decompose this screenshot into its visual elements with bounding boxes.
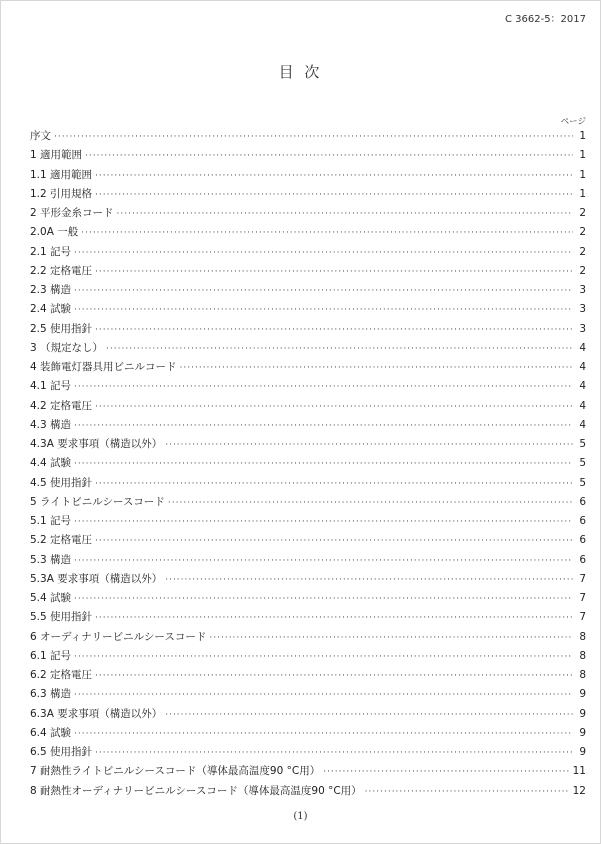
toc-entry-page: 3 (579, 284, 586, 296)
dot-leader (95, 402, 573, 412)
toc-entry-label: 2 平形金糸コード (30, 207, 114, 219)
toc-entry[interactable] (30, 667, 586, 686)
toc-entry-label: 8 耐熱性オーディナリービニルシースコード（導体最高温度90 °C用） (30, 784, 362, 797)
dot-leader (168, 498, 573, 508)
toc-entry[interactable] (30, 725, 586, 744)
toc-entry-label: 1 適用範囲 (30, 149, 83, 162)
dot-leader (74, 517, 573, 527)
dot-leader (365, 787, 570, 797)
toc-entry-label: 2.5 使用指針 (30, 322, 93, 335)
toc-entry[interactable] (30, 321, 586, 340)
dot-leader (95, 671, 573, 681)
dot-leader (323, 767, 569, 777)
toc-entry-page: 9 (579, 746, 586, 758)
toc-entry[interactable] (30, 571, 586, 590)
toc-entry-page: 9 (579, 726, 586, 739)
toc-entry-label: 2.1 記号 (30, 245, 72, 258)
toc-entry[interactable] (30, 417, 586, 436)
toc-entry-page: 9 (579, 707, 586, 720)
toc-entry-label: 5.5 使用指針 (30, 611, 93, 624)
toc-entry-label: 6.3 構造 (30, 688, 72, 701)
toc-entry-page: 7 (579, 611, 586, 624)
toc-entry-label: 4.1 記号 (30, 380, 72, 393)
toc-entry[interactable] (30, 147, 586, 166)
dot-leader (81, 228, 573, 238)
dot-leader (74, 421, 573, 431)
toc-entry-page: 5 (579, 438, 586, 450)
toc-entry-label: 5.3 構造 (30, 553, 72, 566)
dot-leader (74, 556, 573, 566)
toc-entry-page: 6 (579, 515, 586, 527)
toc-entry[interactable] (30, 763, 586, 782)
toc-entry[interactable] (30, 205, 586, 224)
toc-entry[interactable] (30, 128, 586, 147)
toc-entry[interactable] (30, 648, 586, 667)
toc-entry[interactable] (30, 706, 586, 725)
toc-entry-label: 5.1 記号 (30, 515, 72, 527)
toc-entry[interactable] (30, 532, 586, 551)
toc-entry-page: 6 (579, 553, 586, 566)
toc-entry-label: 4.5 使用指針 (30, 476, 93, 489)
toc-entry[interactable] (30, 340, 586, 359)
toc-entry-label: 5.2 定格電圧 (30, 534, 93, 547)
toc-entry-label: 2.4 試験 (30, 303, 72, 316)
dot-leader (117, 209, 573, 219)
toc-entry-page: 8 (579, 649, 586, 662)
toc-entry[interactable] (30, 513, 586, 532)
dot-leader (95, 613, 573, 623)
toc-entry-page: 9 (579, 688, 586, 701)
page-column-label: ページ (560, 117, 586, 127)
dot-leader (106, 344, 573, 354)
toc-entry-page: 3 (579, 303, 586, 316)
toc-entry[interactable] (30, 224, 586, 243)
toc-entry-page: 8 (579, 669, 586, 681)
toc-entry[interactable] (30, 301, 586, 320)
toc-entry-label: 4.3 構造 (30, 418, 72, 431)
toc-entry[interactable] (30, 609, 586, 628)
dot-leader (85, 151, 573, 161)
toc-entry-label: 3 （規定なし） (30, 341, 104, 354)
toc-entry[interactable] (30, 378, 586, 397)
dot-leader (74, 305, 573, 315)
toc-entry-label: 4 装飾電灯器具用ビニルコード (30, 361, 177, 373)
dot-leader (95, 190, 573, 200)
toc-entry[interactable] (30, 398, 586, 417)
toc-entry[interactable] (30, 783, 586, 802)
toc-entry-label: 1.1 適用範囲 (30, 168, 93, 181)
dot-leader (95, 748, 573, 758)
toc-entry-label: 6.1 記号 (30, 649, 72, 662)
toc-entry-label: 7 耐熱性ライトビニルシースコード（導体最高温度90 °C用） (30, 765, 321, 778)
dot-leader (209, 633, 573, 643)
toc-entry-label: 6.2 定格電圧 (30, 669, 93, 681)
toc-entry-page: 7 (579, 592, 586, 604)
toc-entry-page: 7 (579, 572, 586, 585)
toc-entry-page: 2 (579, 226, 586, 239)
toc-entry[interactable] (30, 590, 586, 609)
toc-entry-label: 2.3 構造 (30, 284, 72, 296)
toc-entry-page: 2 (579, 264, 586, 277)
toc-entry-label: 5 ライトビニルシースコード (30, 495, 165, 508)
toc-entry-label: 4.4 試験 (30, 457, 72, 470)
toc-entry-label: 2.2 定格電圧 (30, 264, 93, 277)
toc-entry-label: 6.5 使用指針 (30, 746, 93, 758)
toc-entry-page: 5 (579, 457, 586, 470)
dot-leader (74, 286, 573, 296)
toc-entry-label: 序文 (30, 130, 51, 142)
toc-entry-label: 5.3A 要求事項（構造以外） (30, 572, 163, 585)
dot-leader (165, 575, 573, 585)
toc-entry-page: 3 (579, 322, 586, 335)
toc-entry-page: 2 (579, 245, 586, 258)
toc-entry[interactable] (30, 629, 586, 648)
dot-leader (95, 325, 573, 335)
toc-entry[interactable] (30, 744, 586, 763)
dot-leader (54, 132, 573, 142)
toc-entry-page: 4 (579, 361, 586, 373)
toc-entry-page: 1 (579, 130, 586, 142)
dot-leader (180, 363, 573, 373)
toc-entry[interactable] (30, 359, 586, 378)
toc-entry[interactable] (30, 475, 586, 494)
dot-leader (74, 729, 573, 739)
toc-entry[interactable] (30, 167, 586, 186)
page-title: 目 次 (278, 63, 323, 81)
toc-entry-page: 8 (579, 630, 586, 643)
toc-entry[interactable] (30, 186, 586, 205)
toc-entry-page: 4 (579, 399, 586, 412)
dot-leader (74, 248, 573, 258)
toc-entry-page: 1 (579, 168, 586, 181)
toc-entry-page: 6 (579, 495, 586, 508)
page-number: (1) (293, 811, 308, 822)
toc-entry-page: 12 (572, 784, 586, 797)
toc-entry[interactable] (30, 244, 586, 263)
toc-entry-label: 5.4 試験 (30, 592, 72, 604)
toc-entry[interactable] (30, 282, 586, 301)
toc-entry[interactable] (30, 552, 586, 571)
toc-entry-page: 6 (579, 534, 586, 547)
toc-entry-label: 1.2 引用規格 (30, 187, 93, 200)
dot-leader (95, 536, 573, 546)
toc-entry-page: 1 (579, 149, 586, 162)
table-of-contents (30, 128, 586, 802)
dot-leader (165, 440, 573, 450)
dot-leader (95, 171, 573, 181)
dot-leader (74, 690, 573, 700)
toc-entry[interactable] (30, 263, 586, 282)
dot-leader (74, 652, 573, 662)
toc-entry-label: 6.3A 要求事項（構造以外） (30, 707, 163, 720)
toc-entry-page: 5 (579, 476, 586, 489)
toc-entry-label: 4.3A 要求事項（構造以外） (30, 438, 163, 450)
standard-code: C 3662-5：2017 (504, 14, 586, 25)
dot-leader (95, 479, 573, 489)
dot-leader (74, 594, 573, 604)
toc-entry-label: 4.2 定格電圧 (30, 399, 93, 412)
dot-leader (95, 267, 573, 277)
toc-entry[interactable] (30, 494, 586, 513)
toc-entry[interactable] (30, 436, 586, 455)
toc-entry-label: 6 オーディナリービニルシースコード (30, 630, 207, 643)
dot-leader (165, 710, 573, 720)
toc-entry-label: 2.0A 一般 (30, 226, 79, 239)
dot-leader (74, 459, 573, 469)
toc-entry[interactable] (30, 686, 586, 705)
toc-entry-page: 1 (579, 187, 586, 200)
dot-leader (74, 382, 573, 392)
toc-entry-page: 2 (579, 207, 586, 219)
toc-entry[interactable] (30, 455, 586, 474)
toc-entry-page: 4 (579, 341, 586, 354)
toc-entry-page: 4 (579, 418, 586, 431)
toc-entry-label: 6.4 試験 (30, 726, 72, 739)
toc-entry-page: 4 (579, 380, 586, 393)
toc-entry-page: 11 (572, 765, 586, 778)
